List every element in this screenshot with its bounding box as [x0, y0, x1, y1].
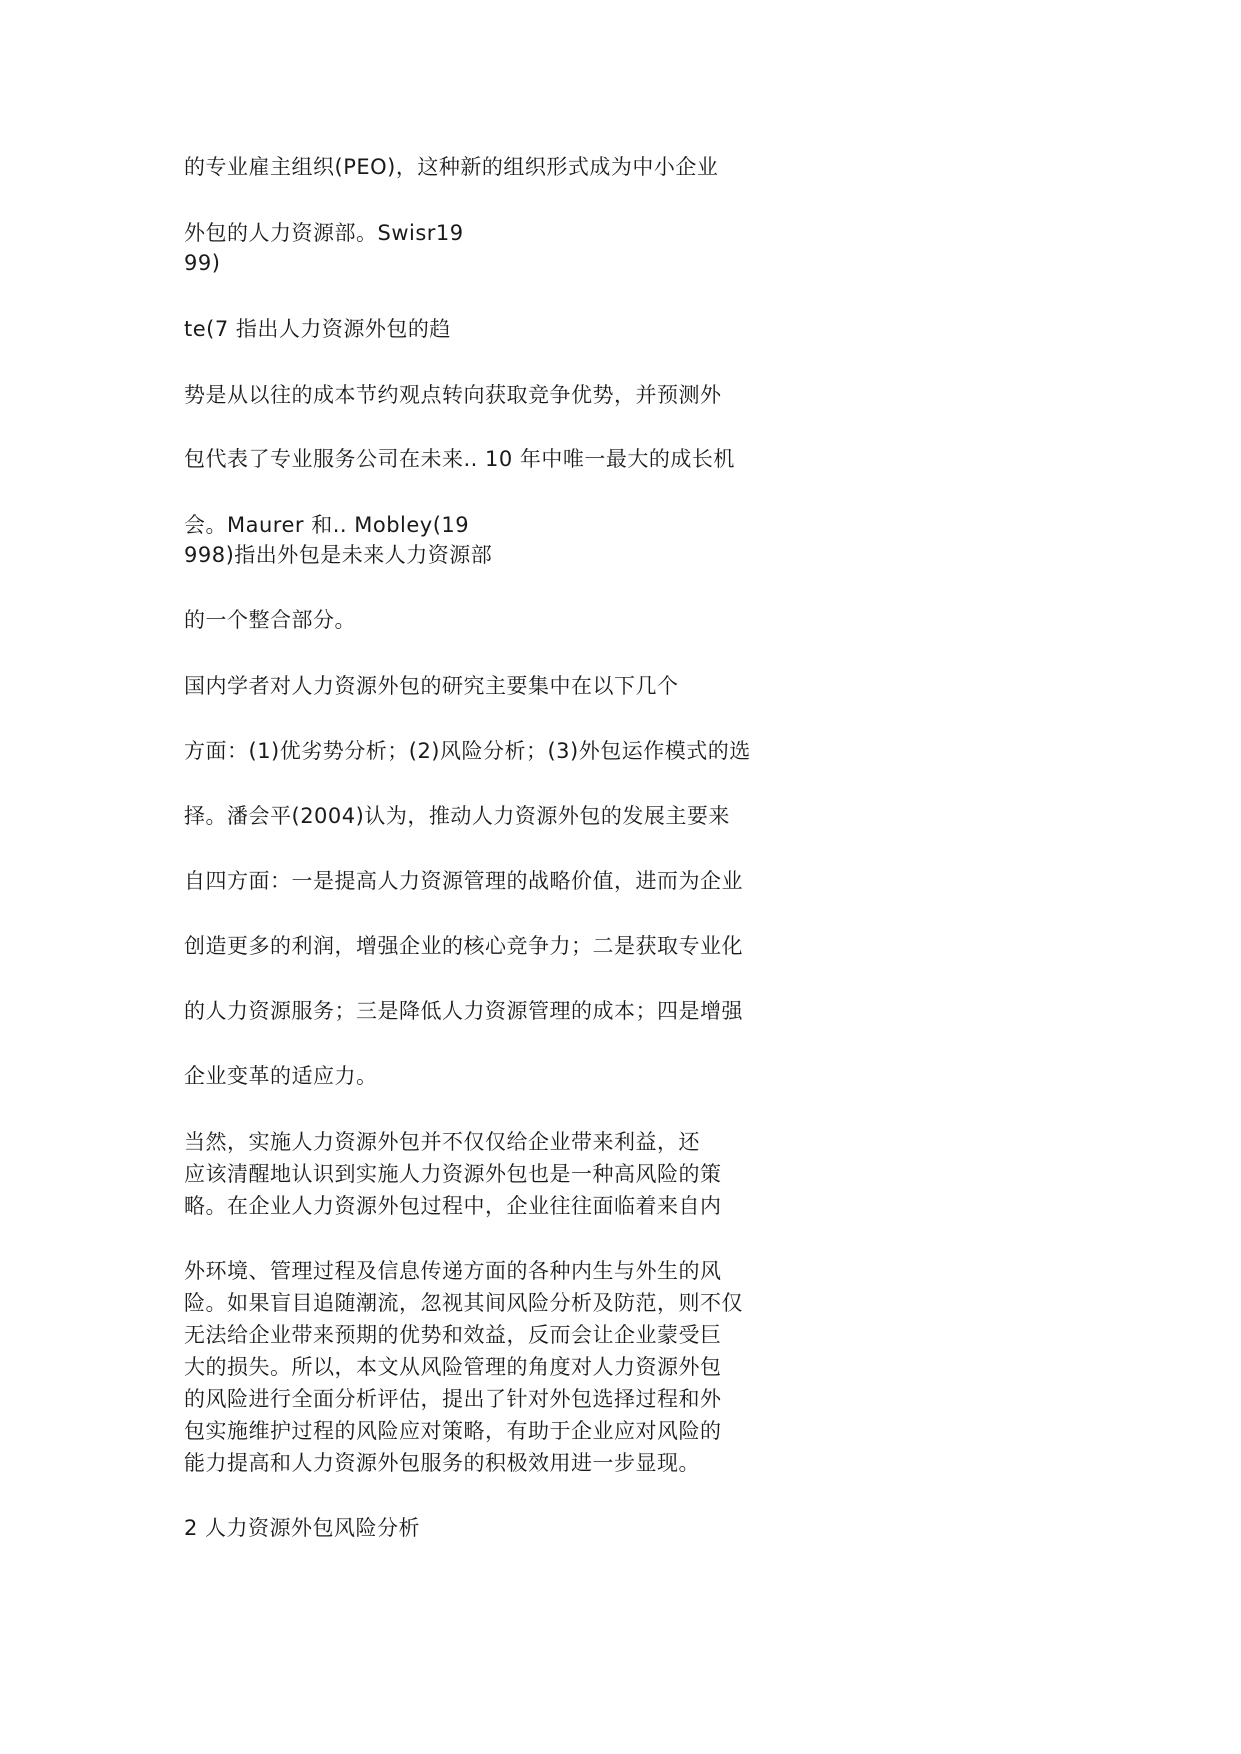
text-line: 包实施维护过程的风险应对策略，有助于企业应对风险的 — [184, 1419, 722, 1443]
text-line: 的一个整合部分。 — [184, 608, 356, 632]
text-line: 择。潘会平(2004)认为，推动人力资源外包的发展主要来 — [184, 804, 730, 828]
text-line: 外环境、管理过程及信息传递方面的各种内生与外生的风 — [184, 1259, 722, 1283]
text-line: 998)指出外包是未来人力资源部 — [184, 543, 493, 567]
text-line: 大的损失。所以，本文从风险管理的角度对人力资源外包 — [184, 1355, 722, 1379]
text-line: 势是从以往的成本节约观点转向获取竞争优势，并预测外 — [184, 383, 722, 407]
text-line: 外包的人力资源部。Swisr19 — [184, 221, 464, 245]
text-line: 应该清醒地认识到实施人力资源外包也是一种高风险的策 — [184, 1162, 722, 1186]
text-line: 99) — [184, 251, 221, 275]
text-line: 无法给企业带来预期的优势和效益，反而会让企业蒙受巨 — [184, 1323, 722, 1347]
text-line: 能力提高和人力资源外包服务的积极效用进一步显现。 — [184, 1451, 700, 1475]
text-line: 的人力资源服务；三是降低人力资源管理的成本；四是增强 — [184, 999, 743, 1023]
text-line: 国内学者对人力资源外包的研究主要集中在以下几个 — [184, 674, 679, 698]
text-line: 的风险进行全面分析评估，提出了针对外包选择过程和外 — [184, 1387, 722, 1411]
text-line: 包代表了专业服务公司在未来.. 10 年中唯一最大的成长机 — [184, 447, 735, 471]
text-line: 险。如果盲目追随潮流，忽视其间风险分析及防范，则不仅 — [184, 1291, 743, 1315]
text-line: 的专业雇主组织(PEO)，这种新的组织形式成为中小企业 — [184, 155, 719, 179]
text-line: 企业变革的适应力。 — [184, 1064, 378, 1088]
text-line: 方面：(1)优劣势分析；(2)风险分析；(3)外包运作模式的选 — [184, 739, 751, 763]
text-line: 会。Maurer 和.. Mobley(19 — [184, 513, 470, 537]
text-line: 自四方面：一是提高人力资源管理的战略价值，进而为企业 — [184, 869, 743, 893]
text-line: 当然，实施人力资源外包并不仅仅给企业带来利益，还 — [184, 1130, 700, 1154]
text-line: te(7 指出人力资源外包的趋 — [184, 317, 451, 341]
section-heading: 2 人力资源外包风险分析 — [184, 1516, 421, 1540]
text-line: 略。在企业人力资源外包过程中，企业往往面临着来自内 — [184, 1194, 722, 1218]
text-line: 创造更多的利润，增强企业的核心竞争力；二是获取专业化 — [184, 934, 743, 958]
